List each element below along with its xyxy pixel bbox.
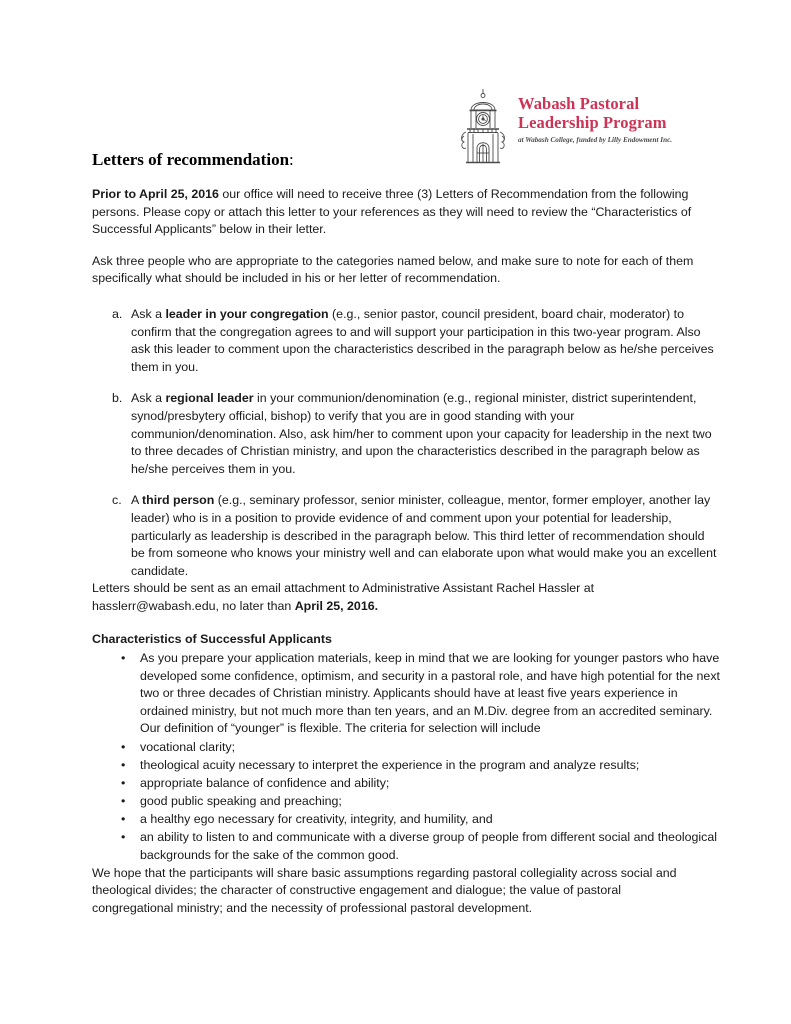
logo-line-2: Leadership Program [518,113,667,132]
list-item [92,739,720,757]
list-item-pre: A [131,493,143,508]
reference-type-list [92,306,717,580]
submission-text-before: Letters should be sent as an email attachment to Administrative Assistant Rachel Hassler at [92,581,595,596]
list-item-emphasis: regional leader [165,391,254,406]
list-marker: c. [112,493,122,508]
list-item-label: a healthy ego necessary for creativity, integrity, and humility, and [140,811,493,826]
list-item [92,757,720,775]
page-title-colon: : [289,150,294,170]
list-item [92,390,719,478]
logo-tagline: at Wabash College, funded by Lilly Endowment Inc. [518,136,673,144]
list-item-label: vocational clarity; [140,739,236,754]
list-item [92,492,719,580]
logo-line-1: Wabash Pastoral [518,94,640,113]
bullet-icon: • [121,757,126,772]
list-item-post: (e.g., senior pastor, council president, board chair, moderator) to confirm that the congregation agrees to and will support your participation in this two-year program. Also ask this leader to comment upon the characteristics described in the paragraph below as he/she perceives them in you. [131,306,714,374]
bullet-icon: • [121,811,126,826]
submission-text-middle: , no later than [215,598,295,613]
list-item-post: (e.g., seminary professor, senior minister, colleague, mentor, former employer, another lay leader) who is in a position to provide evidence of and comment upon your potential for leadership, particularly as leadership is described in the paragraph below. This third letter of recommendation should be from someone who knows your ministry well and can elaborate upon what would make you an excellent candidate. [131,493,717,578]
submission-paragraph [92,580,702,615]
list-item [92,775,720,793]
bullet-icon: • [121,651,126,666]
intro-paragraph-1-rest: our office will need to receive three (3) Letters of Recommendation from the following persons. Please copy or attach this letter to your references as they will need to review the “Characteristics of Successful Applicants” below in their letter. [92,187,692,237]
list-item-pre: Ask a [131,306,166,321]
list-item [92,793,720,811]
contact-email: hasslerr@wabash.edu [92,598,216,613]
organization-logo [452,88,700,166]
logo-wordmark [518,94,700,145]
list-item-label: appropriate balance of confidence and ability; [140,775,390,790]
bullet-icon: • [121,793,126,808]
characteristics-heading: Characteristics of Successful Applicants [92,632,332,647]
document-body [92,186,720,931]
list-item-pre: Ask a [131,391,166,406]
page-title [92,150,294,170]
list-item-post: in your communion/denomination (e.g., regional minister, district superintendent, synod/presbytery official, bishop) to verify that you are in good standing with your communion/denomination. Also, ask him/her to comment upon your capacity for leadership in the next two to three decades of Christian ministry, and upon the characteristics described in the paragraph below as he/she perceives them in you. [131,391,712,476]
bullet-icon: • [121,775,126,790]
list-item [92,306,719,376]
bullet-icon: • [121,739,126,754]
intro-paragraph-2: Ask three people who are appropriate to the categories named below, and make sure to note for each of them specifically what should be included in his or her letter of recommendation. [92,253,694,286]
list-marker: a. [112,306,123,321]
list-item [92,811,720,829]
list-item [92,829,720,864]
intro-paragraph-1 [92,186,702,239]
bullet-icon: • [121,830,126,844]
bell-tower-icon [452,88,514,164]
list-item [92,650,720,738]
closing-paragraph: We hope that the participants will share basic assumptions regarding pastoral collegiality across social and theological divides; the character of constructive engagement and dialogue; the value of pastoral congregational ministry; and the necessity of professional pastoral development. [92,865,677,915]
page-title-text: Letters of recommendation [92,150,290,170]
deadline-emphasis: Prior to April 25, 2016 [92,187,219,201]
list-item-label: theological acuity necessary to interpret the experience in the program and analyze results; [140,757,640,772]
list-item-label: good public speaking and preaching; [140,793,342,808]
characteristics-list [92,650,720,864]
submission-deadline: April 25, 2016. [294,598,379,613]
list-item-label: As you prepare your application materials, keep in mind that we are looking for younger pastors who have developed some confidence, optimism, and security in a pastoral role, and have high potential for the next two or three decades of Christian ministry. Applicants should have at least five years experience in ordained ministry, but not much more than ten years, and an M.Div. degree from an accredited seminary. Our definition of “younger” is flexible. The criteria for selection will include [140,651,720,736]
list-item-emphasis: third person [142,493,215,508]
list-marker: b. [112,391,123,406]
list-item-label: an ability to listen to and communicate with a diverse group of people from different social and theological backgrounds for the sake of the common good. [140,830,717,862]
list-item-emphasis: leader in your congregation [165,306,329,321]
